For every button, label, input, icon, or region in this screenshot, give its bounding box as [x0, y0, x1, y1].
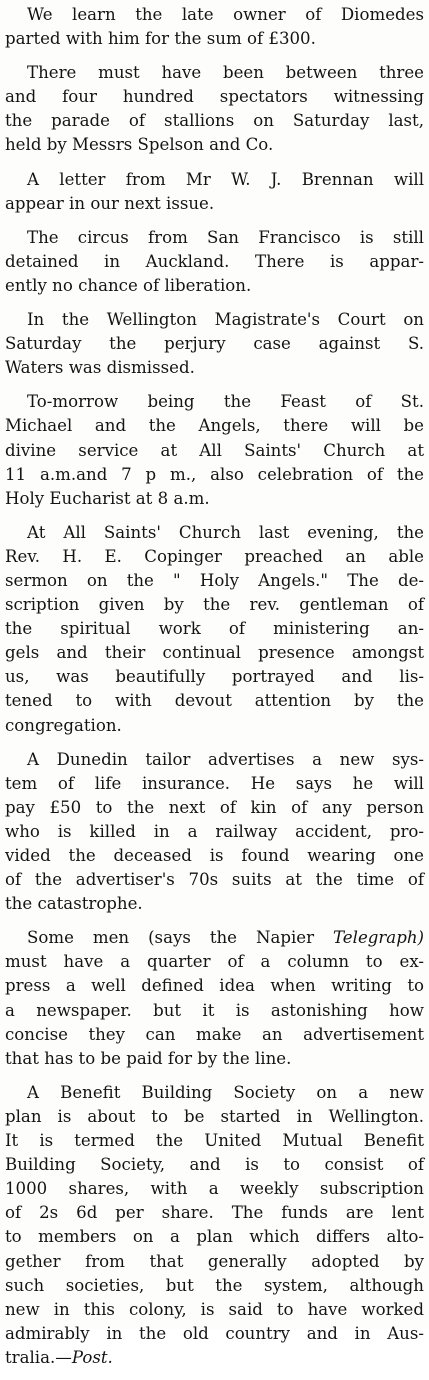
text-line: admirably in the old country and in Aus-: [5, 1323, 424, 1343]
text-line: that has to be paid for by the line.: [5, 1048, 292, 1068]
text-line: Rev. H. E. Copinger preached an able: [5, 546, 424, 566]
text-line: We learn the late owner of Diomedes: [27, 5, 424, 24]
news-item-sermon: [5, 521, 424, 738]
text-line: the parade of stallions on Saturday last,: [5, 111, 424, 131]
text-line: tened to with devout attention by the: [5, 691, 424, 711]
text-line: concise they can make an advertisement: [5, 1024, 424, 1044]
text-line: Holy Eucharist at 8 a.m.: [5, 488, 210, 508]
text-line: The circus from San Francisco is still: [27, 227, 424, 247]
news-item-stallion-parade: [5, 61, 424, 157]
news-item-brennan-letter: [5, 168, 424, 216]
text-line: Waters was dismissed.: [5, 358, 195, 378]
text-line: To-morrow being the Feast of St.: [27, 392, 424, 412]
text-line: pay £50 to the next of kin of any person: [5, 797, 424, 817]
text-line: At All Saints' Church last evening, the: [27, 522, 424, 542]
news-item-tailor-insurance: [5, 748, 424, 917]
text-line: the spiritual work of ministering an-: [5, 619, 424, 639]
text-line: to members on a plan which differs alto-: [5, 1227, 424, 1247]
news-item-circus: [5, 226, 424, 298]
text-line: the catastrophe.: [5, 894, 143, 914]
text-line: who is killed in a railway accident, pro-: [5, 821, 424, 841]
text-line: Michael and the Angels, there will be: [5, 416, 424, 436]
text-line-start: Some men (says the Napier: [27, 928, 334, 948]
text-line-start: tralia.—: [5, 1347, 72, 1367]
news-column: [5, 3, 424, 1380]
text-line: scription given by the rev. gentleman of: [5, 595, 424, 615]
text-line: us, was beautifully portrayed and lis-: [5, 667, 424, 687]
text-line: plan is about to be started in Wellington.: [5, 1106, 424, 1126]
text-line: held by Messrs Spelson and Co.: [5, 135, 274, 155]
text-line: a newspaper. but it is astonishing how: [5, 1000, 424, 1020]
news-item-diomedes: [5, 3, 424, 51]
news-item-building-society: [5, 1081, 424, 1370]
text-line: ently no chance of liberation.: [5, 275, 252, 295]
text-line: press a well defined idea when writing to: [5, 976, 424, 996]
text-line: such societies, but the system, although: [5, 1275, 424, 1295]
text-line: parted with him for the sum of £300.: [5, 29, 316, 49]
text-line: 1000 shares, with a weekly subscription: [5, 1179, 424, 1199]
text-line: Saturday the perjury case against S.: [5, 334, 424, 354]
news-item-perjury-case: [5, 308, 424, 380]
text-line: A letter from Mr W. J. Brennan will: [27, 169, 424, 189]
text-line: gether from that generally adopted by: [5, 1251, 424, 1271]
source-attribution: Post.: [71, 1347, 113, 1367]
text-line: and four hundred spectators witnessing: [5, 87, 424, 107]
text-line: sermon on the " Holy Angels." The de-: [5, 570, 424, 590]
text-line: tem of life insurance. He says he will: [5, 773, 424, 793]
text-line: must have a quarter of a column to ex-: [5, 952, 424, 972]
text-line: congregation.: [5, 715, 122, 735]
text-line: A Benefit Building Society on a new: [27, 1082, 424, 1102]
text-line: divine service at All Saints' Church at: [5, 440, 424, 460]
text-line: It is termed the United Mutual Benefit: [5, 1131, 424, 1151]
text-line: [5, 1346, 424, 1370]
text-line: new in this colony, is said to have worked: [5, 1299, 424, 1319]
text-line: [5, 926, 424, 950]
newspaper-title: Telegraph): [333, 928, 424, 948]
news-item-napier-telegraph: [5, 926, 424, 1071]
text-line: gels and their continual presence amongst: [5, 643, 424, 663]
text-line: of 2s 6d per share. The funds are lent: [5, 1203, 424, 1223]
text-line: appear in our next issue.: [5, 193, 215, 213]
text-line: of the advertiser's 70s suits at the time of: [5, 870, 424, 890]
text-line: 11 a.m.and 7 p m., also celebration of the: [5, 464, 424, 484]
text-line: There must have been between three: [27, 63, 424, 83]
text-line: detained in Auckland. There is appar-: [5, 251, 424, 271]
text-line: vided the deceased is found wearing one: [5, 846, 424, 865]
text-line: A Dunedin tailor advertises a new sys-: [27, 749, 424, 769]
news-item-feast-st-michael: [5, 390, 424, 510]
text-line: Building Society, and is to consist of: [5, 1155, 424, 1175]
text-line: In the Wellington Magistrate's Court on: [27, 310, 424, 330]
